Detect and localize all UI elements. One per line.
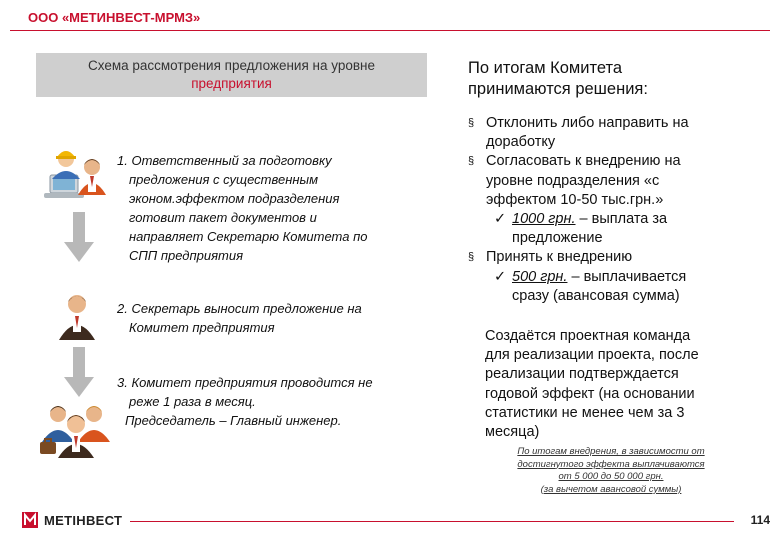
project-line: реализации подтверждается: [485, 366, 679, 383]
step-2-line: 2. Секретарь выносит предложение на: [117, 301, 362, 316]
arrow-down-icon: [64, 347, 94, 397]
project-line: месяца): [485, 424, 540, 441]
scheme-title-line1: Схема рассмотрения предложения на уровне: [87, 58, 375, 73]
decisions-title-line1: По итогам Комитета: [468, 59, 623, 77]
project-line: годовой эффект (на основании: [485, 385, 695, 402]
step-3-line: Председатель – Главный инженер.: [125, 413, 342, 428]
decision-text: Согласовать к внедрению на: [486, 153, 681, 170]
project-line: статистики не менее чем за 3: [485, 404, 685, 421]
bullet-icon: §: [468, 155, 475, 168]
logo-text: МЕТІНВЕСТ: [44, 512, 123, 528]
step-1-line: эконом.эффектом подразделения: [129, 191, 340, 206]
decision-text: эффектом 10-50 тыс.грн.»: [486, 191, 664, 208]
decision-text: сразу (авансовая сумма): [512, 287, 680, 304]
company-name: ООО «МЕТИНВЕСТ-МРМЗ»: [28, 10, 201, 25]
step-1-line: СПП предприятия: [129, 248, 244, 263]
decision-text: предложение: [512, 230, 603, 247]
step-1-line: 1. Ответственный за подготовку: [117, 153, 332, 168]
check-icon: ✓: [494, 268, 507, 285]
project-line: для реализации проекта, после: [485, 347, 699, 364]
decision-subitem: [468, 268, 768, 306]
bullet-icon: §: [468, 117, 475, 129]
scheme-title-line2: предприятия: [191, 76, 272, 91]
decisions-title: [468, 58, 768, 100]
project-team-text: [485, 327, 765, 442]
decisions-title-line2: принимаются решения:: [468, 80, 648, 98]
step-3-line: реже 1 раза в месяц.: [129, 394, 256, 409]
committee-icon: [38, 400, 114, 460]
decision-text: Принять к внедрению: [486, 249, 633, 266]
secretary-icon: [55, 292, 99, 342]
decision-subitem: [468, 210, 768, 248]
step-2-line: Комитет предприятия: [129, 320, 275, 335]
metinvest-logo: [22, 512, 122, 528]
footnote-line: (за вычетом авансовой суммы): [540, 483, 682, 495]
page-number: 114: [734, 513, 770, 527]
step-1-text: [117, 151, 367, 265]
decision-text: Отклонить либо направить на: [486, 115, 689, 131]
footnote-line: достигнутого эффекта выплачиваются: [517, 458, 705, 470]
step-1-line: предложения с существенным: [129, 172, 319, 187]
decisions-list: [468, 114, 768, 306]
decision-text: уровне подразделения «с: [486, 172, 660, 189]
payment-amount: 500 грн.: [512, 268, 568, 285]
decision-text: доработку: [486, 134, 556, 151]
decision-item: [468, 114, 768, 152]
footnote-line: от 5 000 до 50 000 грн.: [558, 471, 664, 483]
step-1-line: направляет Секретарю Комитета по: [129, 229, 368, 244]
step-2-text: [117, 299, 362, 337]
step-3-line: 3. Комитет предприятия проводится не: [117, 375, 373, 390]
decision-item: [468, 152, 768, 210]
check-icon: ✓: [494, 211, 507, 228]
bullet-icon: §: [468, 251, 475, 264]
scheme-title-box: [36, 53, 427, 97]
step-1-line: готовит пакет документов и: [129, 210, 317, 225]
team-with-worker-icon: [40, 145, 112, 207]
decision-text: – выплачивается: [567, 268, 687, 285]
step-3-text: [117, 373, 373, 430]
decision-item: [468, 248, 768, 267]
logo-mark-icon: [22, 512, 38, 528]
footnote-line: По итогам внедрения, в зависимости от: [517, 446, 705, 457]
footer-divider: [130, 521, 770, 522]
footnote: [480, 446, 742, 496]
decision-text: – выплата за: [575, 211, 668, 228]
project-line: Создаётся проектная команда: [485, 328, 691, 344]
arrow-down-icon: [64, 212, 94, 262]
payment-amount: 1000 грн.: [512, 211, 576, 228]
header-divider: [10, 30, 770, 31]
